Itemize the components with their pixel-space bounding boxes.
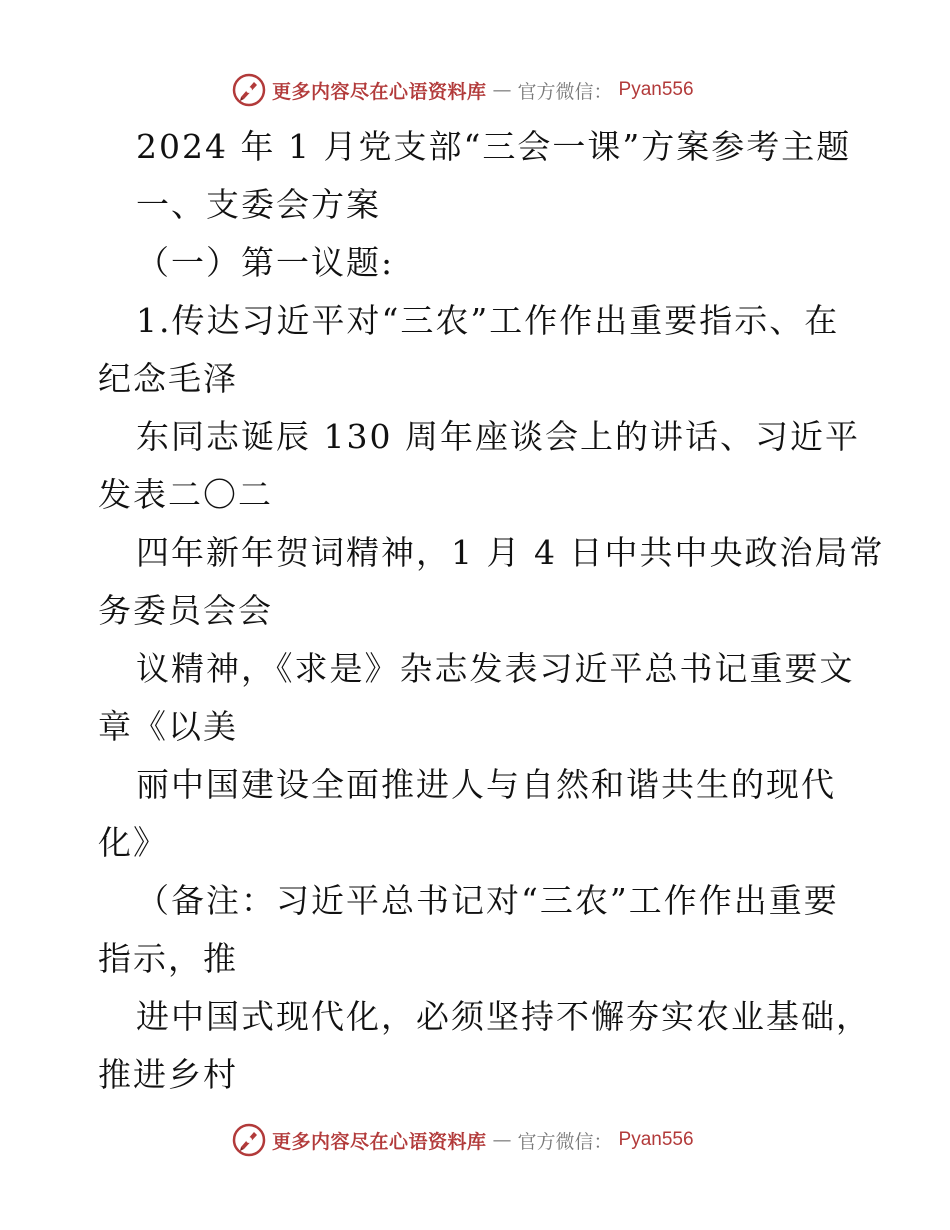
doc-line: 1.传达习近平对“三农”工作作出重要指示、在 — [136, 301, 840, 340]
watermark-wechat-id: Pyan556 — [618, 79, 694, 100]
doc-line: （一）第一议题: — [136, 243, 395, 282]
watermark-separator: — — [492, 79, 512, 101]
pen-logo-icon — [232, 73, 266, 107]
doc-line: 务委员会会 — [98, 591, 273, 630]
doc-line: 推进乡村 — [98, 1055, 238, 1094]
watermark-footer — [232, 1122, 694, 1158]
doc-line: 东同志诞辰 130 周年座谈会上的讲话、习近平 — [136, 417, 860, 456]
doc-line: 化》 — [98, 823, 168, 862]
watermark-text: 更多内容尽在心语资料库 — [272, 80, 487, 103]
watermark-wechat-label: 官方微信： — [517, 80, 613, 103]
doc-line: 章《以美 — [98, 707, 238, 746]
doc-line: 四年新年贺词精神，1 月 4 日中共中央政治局常 — [136, 533, 885, 572]
doc-line: 议精神，《求是》杂志发表习近平总书记重要文 — [136, 649, 855, 688]
doc-line: （备注：习近平总书记对“三农”工作作出重要 — [136, 881, 839, 920]
doc-line: 发表二〇二 — [98, 475, 273, 514]
watermark-text: 更多内容尽在心语资料库 — [272, 1130, 487, 1153]
pen-logo-icon — [232, 1123, 266, 1157]
doc-line: 一、支委会方案 — [136, 185, 381, 224]
doc-line: 丽中国建设全面推进人与自然和谐共生的现代 — [136, 765, 836, 804]
doc-line: 指示，推 — [98, 939, 238, 978]
watermark-header — [232, 72, 694, 108]
watermark-separator: — — [492, 1129, 512, 1151]
watermark-wechat-id: Pyan556 — [618, 1129, 694, 1150]
doc-line: 纪念毛泽 — [98, 359, 238, 398]
document-body — [98, 118, 885, 1104]
doc-line: 进中国式现代化，必须坚持不懈夯实农业基础， — [136, 997, 871, 1036]
doc-line: 2024 年 1 月党支部“三会一课”方案参考主题 — [136, 127, 852, 166]
watermark-wechat-label: 官方微信： — [517, 1130, 613, 1153]
